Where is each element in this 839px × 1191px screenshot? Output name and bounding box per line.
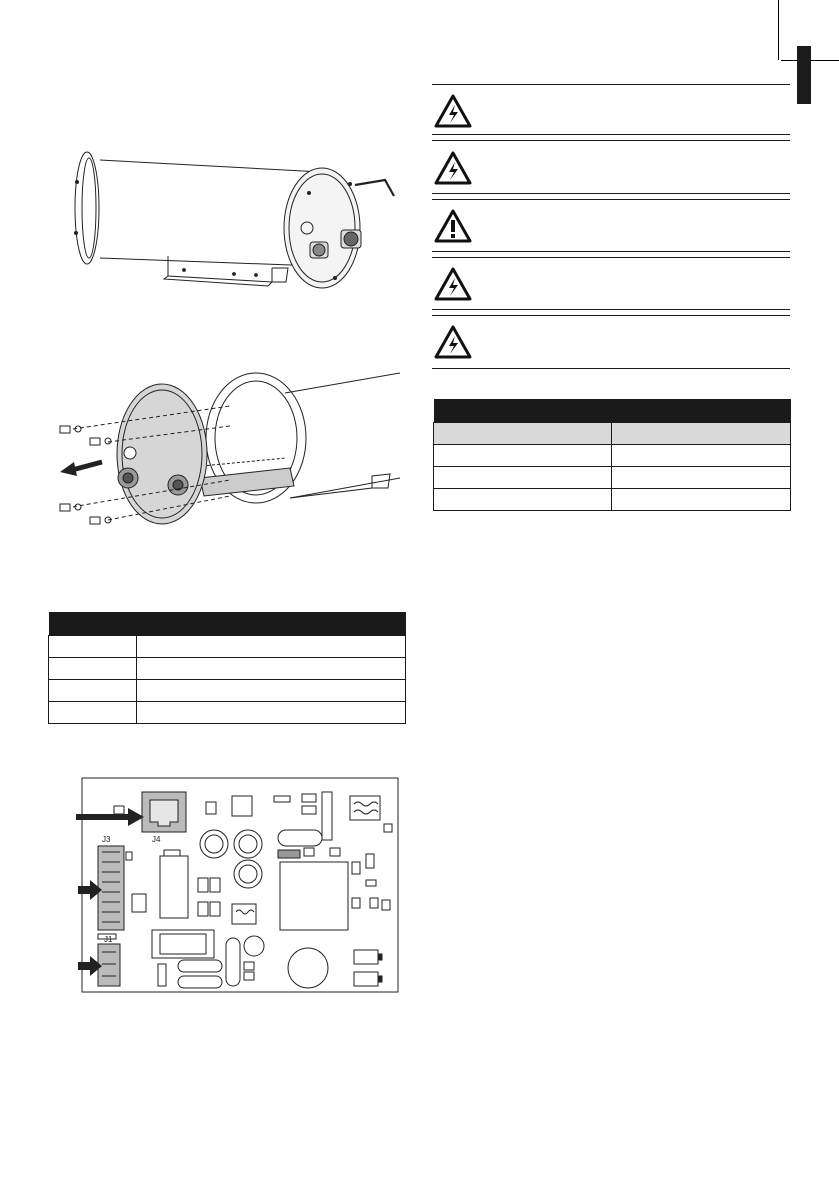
- table-cell: [612, 423, 791, 445]
- warning-rule: [432, 193, 790, 194]
- warning-row: [432, 143, 790, 193]
- table-header-cell: [434, 399, 612, 423]
- table-header-row: [49, 612, 406, 636]
- table-cell: [137, 636, 406, 658]
- table-cell: [137, 702, 406, 724]
- table-row: [49, 658, 406, 680]
- table-row: [49, 702, 406, 724]
- table-cell: [612, 489, 791, 511]
- table-row: [49, 680, 406, 702]
- connector-label-j4: J4: [152, 835, 161, 844]
- left-table: [48, 612, 406, 724]
- table-row: [49, 636, 406, 658]
- table-header-row: [434, 399, 791, 423]
- warning-rule: [432, 134, 790, 135]
- circuit-board-figure: [46, 774, 402, 996]
- housing-open-figure: [50, 368, 405, 533]
- warning-rule: [432, 84, 790, 85]
- electric-hazard-icon: [434, 325, 472, 359]
- table-header-cell: [612, 399, 791, 423]
- table-cell: [49, 658, 137, 680]
- table-cell: [434, 467, 612, 489]
- warning-rule: [432, 368, 790, 369]
- warning-rule: [432, 199, 790, 200]
- warning-row: [432, 86, 790, 136]
- electric-hazard-icon: [434, 267, 472, 301]
- table-subheader-row: [434, 423, 791, 445]
- table-header-cell: [137, 612, 406, 636]
- right-table: [433, 399, 791, 511]
- table-cell: [49, 702, 137, 724]
- warning-rule: [432, 140, 790, 141]
- warning-row: [432, 317, 790, 367]
- warning-rule: [432, 257, 790, 258]
- table-cell: [137, 658, 406, 680]
- warning-row: [432, 201, 790, 251]
- removal-arrow-icon: [60, 462, 102, 476]
- table-cell: [612, 445, 791, 467]
- table-cell: [434, 423, 612, 445]
- table-cell: [434, 489, 612, 511]
- electric-hazard-icon: [434, 151, 472, 185]
- connector-label-j3: J3: [102, 835, 111, 844]
- electric-hazard-icon: [434, 94, 472, 128]
- table-cell: [612, 467, 791, 489]
- table-cell: [434, 445, 612, 467]
- table-cell: [49, 636, 137, 658]
- general-warning-icon: [434, 209, 472, 243]
- table-row: [434, 489, 791, 511]
- warnings-block: [0, 0, 839, 380]
- warning-rule: [432, 251, 790, 252]
- warning-row: [432, 259, 790, 309]
- warning-rule: [432, 315, 790, 316]
- table-header-cell: [49, 612, 137, 636]
- warning-rule: [432, 309, 790, 310]
- table-row: [434, 467, 791, 489]
- arrow-right-icon: [76, 808, 144, 826]
- table-cell: [49, 680, 137, 702]
- table-row: [434, 445, 791, 467]
- table-cell: [137, 680, 406, 702]
- connector-label-j1: J1: [104, 935, 113, 944]
